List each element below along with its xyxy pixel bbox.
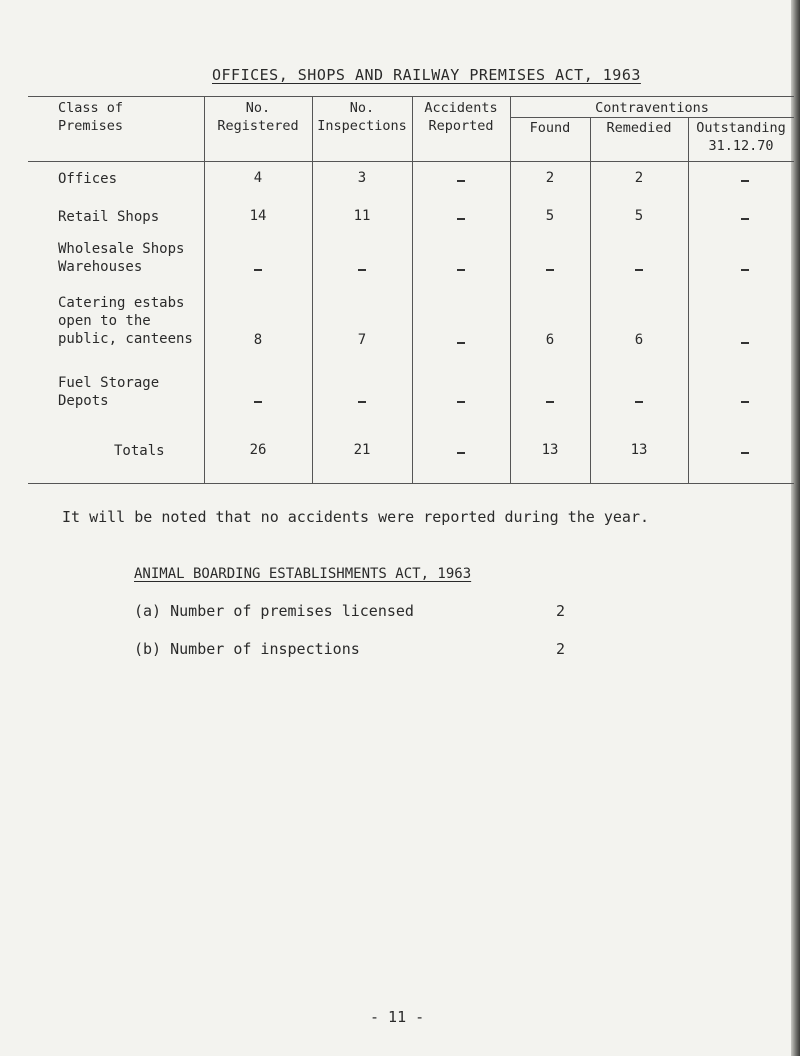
header-found: Found [529,120,571,136]
table-row-label: Fuel Storage Depots [58,375,160,409]
header-accidents: Accidents Reported [424,100,498,134]
table-cell-found: 6 [545,332,555,348]
table-row-label: Offices [58,171,118,187]
page-title: OFFICES, SHOPS AND RAILWAY PREMISES ACT, 1963 [212,66,641,84]
column-divider [204,97,205,483]
header-remedied: Remedied [606,120,672,136]
table-cell-registered [254,269,262,271]
header-registered: No. Registered [217,100,299,134]
column-divider [688,117,689,483]
table-cell-inspections: 3 [357,170,367,186]
contraventions-underline [510,117,794,118]
table-cell-outstanding [741,401,749,403]
table-cell-accidents [457,269,465,271]
table-cell-registered [254,401,262,403]
table-cell-inspections: 11 [353,208,371,224]
table-cell-accidents [457,401,465,403]
table-cell-accidents [457,342,465,344]
table-cell-outstanding [741,269,749,271]
header-outstanding: Outstanding 31.12.70 [696,120,786,154]
table-cell-found [546,269,554,271]
table-cell-registered: 4 [253,170,263,186]
table-cell-found: 13 [541,442,559,458]
table-cell-found [546,401,554,403]
table-cell-found: 5 [545,208,555,224]
table-cell-accidents [457,180,465,182]
table-cell-remedied: 2 [634,170,644,186]
header-class-of-premises: Class of Premises [58,100,124,134]
inspections-count-value: 2 [556,640,566,658]
table-row-totals-label: Totals [114,443,165,459]
table-cell-outstanding [741,452,749,454]
table-row-label: Retail Shops [58,209,160,225]
table-cell-remedied: 6 [634,332,644,348]
table-cell-inspections [358,269,366,271]
premises-licensed-label: (a) Number of premises licensed [134,602,414,620]
column-divider [312,97,313,483]
header-inspections: No. Inspections [317,100,407,134]
column-divider [510,97,511,483]
premises-licensed-value: 2 [556,602,566,620]
header-divider [28,161,794,162]
inspections-count-label: (b) Number of inspections [134,640,360,658]
table-cell-outstanding [741,180,749,182]
column-divider [412,97,413,483]
accidents-note: It will be noted that no accidents were reported during the year. [62,508,649,526]
page-number: - 11 - [370,1008,425,1026]
table-cell-outstanding [741,218,749,220]
animal-section-title: ANIMAL BOARDING ESTABLISHMENTS ACT, 1963 [134,566,472,582]
table-cell-remedied: 5 [634,208,644,224]
table-cell-registered: 26 [249,442,267,458]
inspections-table [28,96,794,484]
table-cell-inspections: 7 [357,332,367,348]
table-row-label: Catering estabs open to the public, canteens [58,295,193,347]
table-row-label: Wholesale Shops Warehouses [58,241,185,275]
table-cell-remedied: 13 [630,442,648,458]
table-cell-outstanding [741,342,749,344]
header-contraventions: Contraventions [595,100,709,116]
table-cell-registered: 8 [253,332,263,348]
table-cell-registered: 14 [249,208,267,224]
table-cell-inspections: 21 [353,442,371,458]
table-cell-accidents [457,218,465,220]
table-cell-remedied [635,269,643,271]
table-cell-accidents [457,452,465,454]
table-cell-found: 2 [545,170,555,186]
table-cell-inspections [358,401,366,403]
table-cell-remedied [635,401,643,403]
